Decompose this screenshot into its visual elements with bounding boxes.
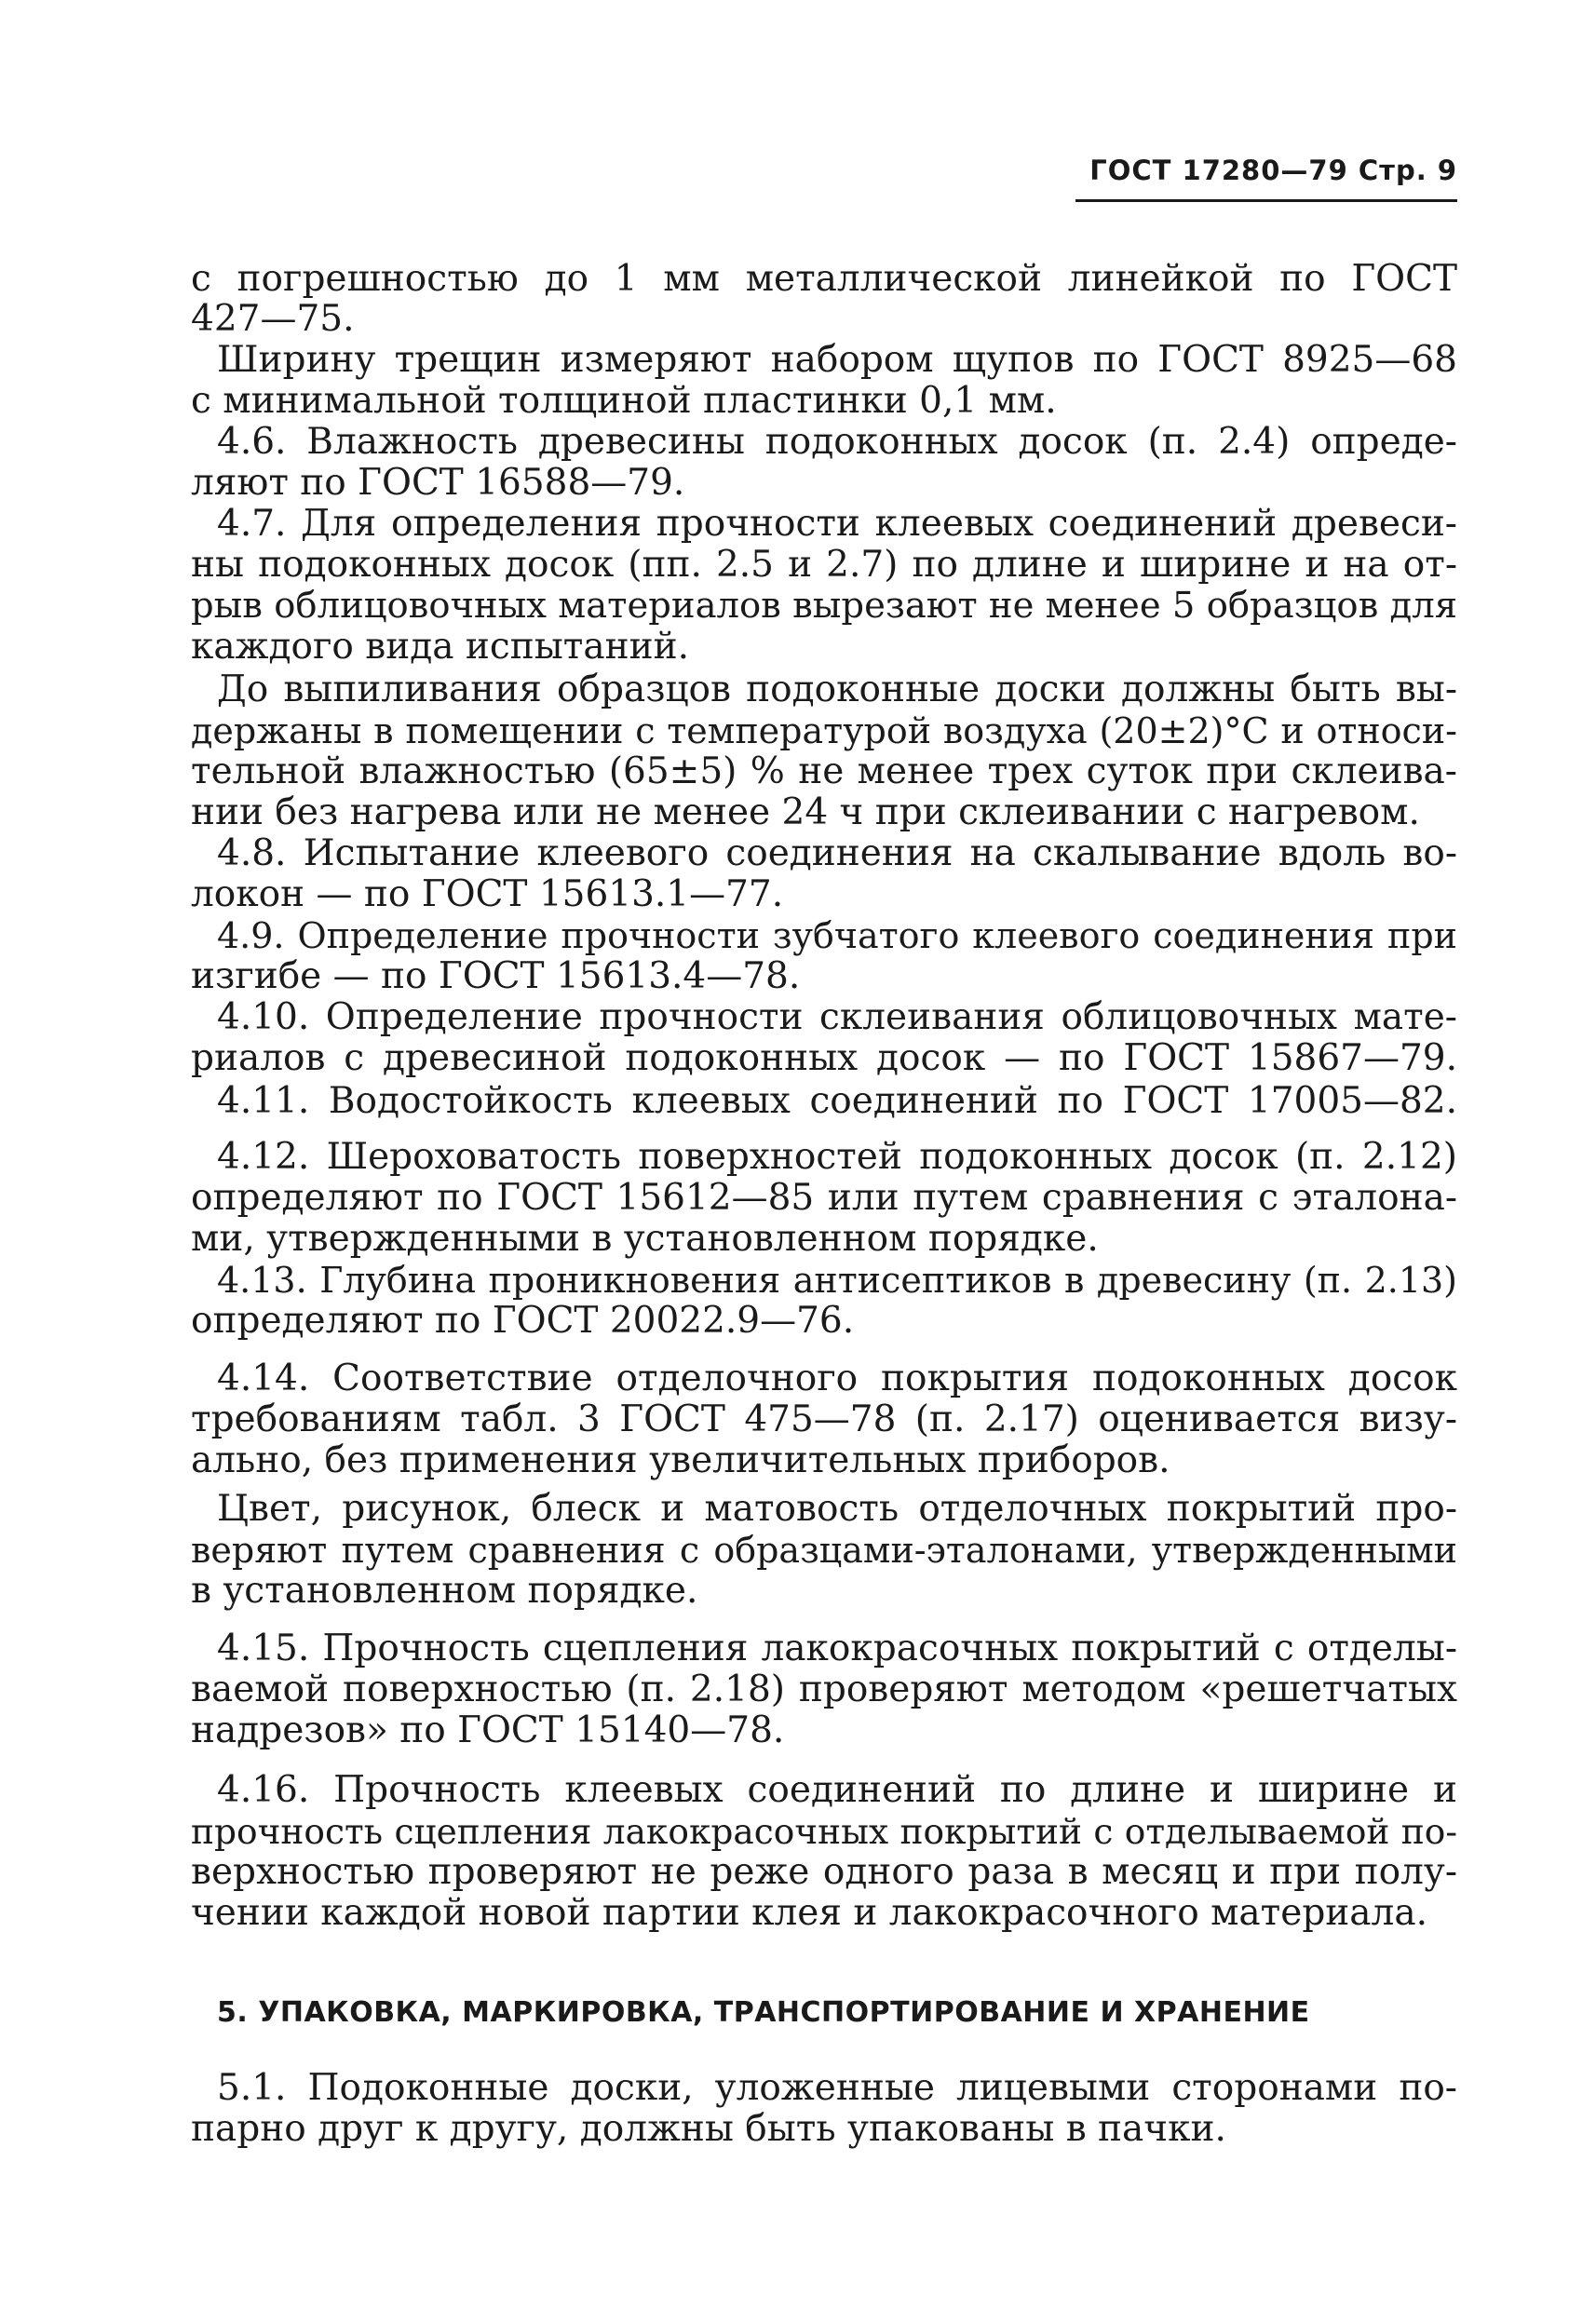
- section-heading: 5. УПАКОВКА, МАРКИРОВКА, ТРАНСПОРТИРОВАНИЕ И ХРАНЕНИЕ: [217, 1996, 1310, 2029]
- text-line: изгибе — по ГОСТ 15613.4—78.: [191, 955, 801, 997]
- text-line: 4.15. Прочность сцепления лакокрасочных покрытий с отделы-: [217, 1628, 1457, 1669]
- text-line: 5.1. Подоконные доски, уложенные лицевыми сторонами по-: [217, 2067, 1457, 2109]
- text-line: ляют по ГОСТ 16588—79.: [191, 462, 685, 504]
- text-line: тельной влажностью (65±5) % не менее трех суток при склеива-: [191, 750, 1457, 792]
- text-line: ми, утвержденными в установленном порядке.: [191, 1218, 1099, 1260]
- text-line: Цвет, рисунок, блеск и матовость отделочных покрытий про-: [217, 1488, 1457, 1530]
- page-header: ГОСТ 17280—79 Стр. 9: [1089, 155, 1457, 186]
- text-line: 4.8. Испытание клеевого соединения на скалывание вдоль во-: [217, 832, 1457, 874]
- text-line: 427—75.: [191, 298, 355, 340]
- text-line: веряют путем сравнения с образцами-эталонами, утвержденными: [191, 1530, 1457, 1571]
- text-line: ально, без применения увеличительных приборов.: [191, 1439, 1170, 1481]
- text-line: держаны в помещении с температурой воздуха (20±2)°С и относи-: [191, 710, 1457, 751]
- text-line: рыв облицовочных материалов вырезают не менее 5 образцов для: [191, 585, 1457, 627]
- text-line: ны подоконных досок (пп. 2.5 и 2.7) по длине и ширине и на от-: [191, 544, 1457, 586]
- text-line: 4.11. Водостойкость клеевых соединений по ГОСТ 17005—82.: [217, 1080, 1457, 1122]
- text-line: в установленном порядке.: [191, 1570, 698, 1612]
- text-line: риалов с древесиной подоконных досок — по ГОСТ 15867—79.: [191, 1037, 1457, 1079]
- text-line: чении каждой новой партии клея и лакокрасочного материала.: [191, 1892, 1427, 1934]
- text-line: каждого вида испытаний.: [191, 626, 689, 668]
- text-line: определяют по ГОСТ 20022.9—76.: [191, 1300, 855, 1342]
- text-line: с минимальной толщиной пластинки 0,1 мм.: [191, 380, 1057, 422]
- text-line: с погрешностью до 1 мм металлической линейкой по ГОСТ: [191, 258, 1457, 300]
- text-line: 4.7. Для определения прочности клеевых соединений древеси-: [217, 503, 1457, 545]
- text-line: 4.13. Глубина проникновения антисептиков в древесину (п. 2.13): [217, 1260, 1457, 1301]
- text-line: верхностью проверяют не реже одного раза в месяц и при полу-: [191, 1851, 1457, 1893]
- text-line: 4.12. Шероховатость поверхностей подоконных досок (п. 2.12): [217, 1136, 1457, 1178]
- text-line: Ширину трещин измеряют набором щупов по ГОСТ 8925—68: [217, 339, 1457, 381]
- text-line: ваемой поверхностью (п. 2.18) проверяют методом «решетчатых: [191, 1668, 1457, 1710]
- text-line: требованиям табл. 3 ГОСТ 475—78 (п. 2.17) оценивается визу-: [191, 1398, 1457, 1440]
- text-line: 4.10. Определение прочности склеивания облицовочных мате-: [217, 996, 1457, 1038]
- text-line: 4.16. Прочность клеевых соединений по длине и ширине и: [217, 1769, 1457, 1811]
- text-line: определяют по ГОСТ 15612—85 или путем сравнения с эталона-: [191, 1177, 1457, 1219]
- header-rule: [1075, 199, 1457, 202]
- text-line: 4.14. Соответствие отделочного покрытия подоконных досок: [217, 1358, 1457, 1399]
- text-line: 4.9. Определение прочности зубчатого клеевого соединения при: [217, 915, 1457, 956]
- text-line: нии без нагрева или не менее 24 ч при склеивании с нагревом.: [191, 791, 1420, 833]
- text-line: парно друг к другу, должны быть упакованы в пачки.: [191, 2108, 1226, 2150]
- text-line: локон — по ГОСТ 15613.1—77.: [191, 873, 784, 915]
- text-line: прочность сцепления лакокрасочных покрытий с отделываемой по-: [191, 1811, 1457, 1852]
- text-line: 4.6. Влажность древесины подоконных досок (п. 2.4) опреде-: [217, 421, 1457, 463]
- text-line: надрезов» по ГОСТ 15140—78.: [191, 1709, 785, 1751]
- text-line: До выпиливания образцов подоконные доски должны быть вы-: [217, 669, 1457, 710]
